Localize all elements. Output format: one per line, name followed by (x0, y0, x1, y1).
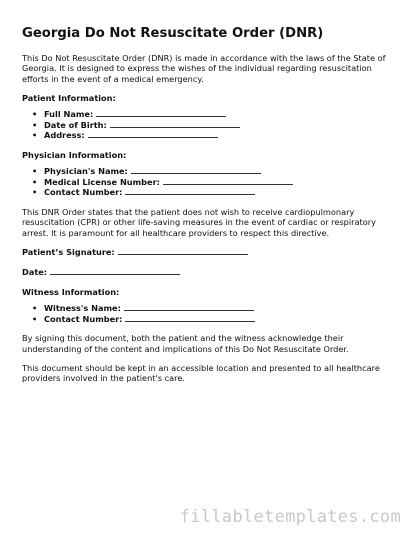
physician-contact-field (32, 187, 397, 198)
witness-fields-list (22, 303, 397, 324)
date-field (22, 267, 397, 277)
patient-address-field (32, 130, 397, 141)
watermark-text: fillabletemplates.com (179, 507, 401, 527)
patient-fields-list (22, 109, 397, 141)
physician-name-input-line[interactable] (131, 166, 261, 174)
field-label: Patient’s Signature: (22, 247, 115, 257)
physician-section-title: Physician Information: (22, 150, 127, 160)
bullet-icon: • (32, 187, 38, 198)
acknowledgement-paragraph: By signing this document, both the patient and the witness acknowledge their understanding of the content and implications of this Do Not Resuscitate Order. (22, 333, 349, 354)
physician-fields-list (22, 166, 397, 198)
witness-contact-input-line[interactable] (125, 314, 255, 322)
witness-name-field (32, 303, 397, 314)
patient-dob-field (32, 120, 397, 131)
patient-full-name-field (32, 109, 397, 120)
field-label: Contact Number: (44, 313, 123, 324)
witness-section-title: Witness Information: (22, 287, 120, 297)
address-input-line[interactable] (88, 130, 218, 138)
date-input-line[interactable] (50, 267, 180, 275)
witness-name-input-line[interactable] (124, 303, 254, 311)
intro-paragraph: This Do Not Resuscitate Order (DNR) is made in accordance with the laws of the State of Georgia. It is designed to express the wishes of the individual regarding resuscitation efforts in the event of a medical emergency. (22, 53, 386, 84)
physician-name-field (32, 166, 397, 177)
bullet-icon: • (32, 130, 38, 141)
field-label: Full Name: (44, 109, 94, 120)
storage-note-paragraph: This document should be kept in an accessible location and presented to all healthcare providers involved in the patient's care. (22, 363, 380, 384)
field-label: Physician's Name: (44, 166, 128, 176)
bullet-icon: • (32, 313, 38, 324)
full-name-input-line[interactable] (96, 109, 226, 117)
bullet-icon: • (32, 303, 38, 313)
field-label: Contact Number: (44, 187, 123, 198)
field-label: Address: (44, 130, 85, 141)
document-title: Georgia Do Not Resuscitate Order (DNR) (22, 26, 324, 41)
document-page (22, 26, 397, 393)
physician-contact-input-line[interactable] (125, 187, 255, 195)
bullet-icon: • (32, 176, 38, 187)
patient-signature-field (22, 247, 397, 257)
license-number-input-line[interactable] (163, 177, 293, 185)
patient-signature-input-line[interactable] (118, 247, 248, 255)
dnr-statement-paragraph: This DNR Order states that the patient does not wish to receive cardiopulmonary resuscitation (CPR) or other life-saving measures in the event of cardiac or respiratory arrest. It is paramount for all healthcare providers to respect this directive. (22, 206, 376, 238)
patient-section-title: Patient Information: (22, 93, 116, 104)
bullet-icon: • (32, 119, 38, 130)
bullet-icon: • (32, 109, 38, 120)
witness-contact-field (32, 314, 397, 325)
date-of-birth-input-line[interactable] (110, 120, 240, 128)
field-label: Date: (22, 267, 48, 277)
field-label: Witness's Name: (44, 303, 121, 313)
field-label: Medical License Number: (44, 176, 160, 187)
field-label: Date of Birth: (44, 119, 107, 130)
medical-license-field (32, 177, 397, 188)
bullet-icon: • (32, 166, 38, 176)
